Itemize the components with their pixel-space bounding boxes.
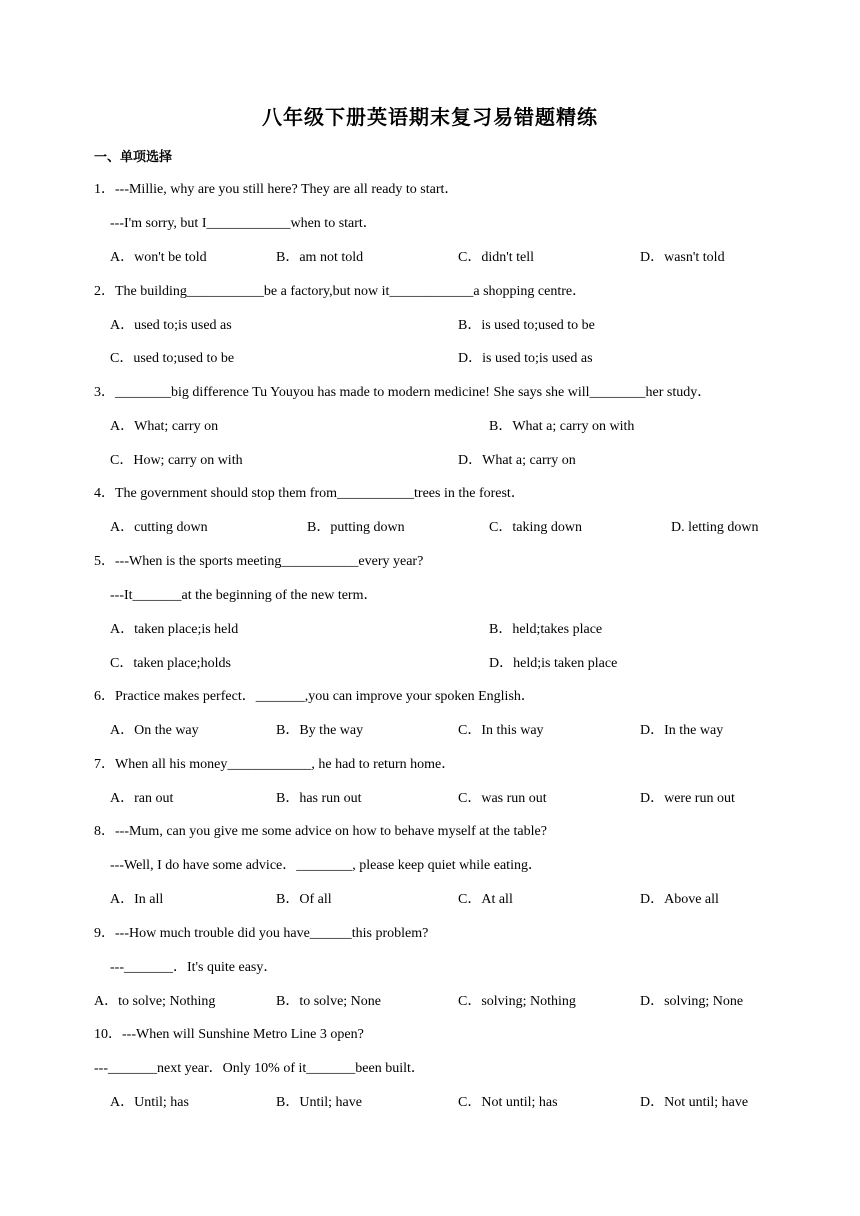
question-8-stem: 8．---Mum, can you give me some advice on how to behave myself at the table? [94, 824, 547, 839]
question-10-option-c: C．Not until; has [458, 1095, 558, 1110]
question-4-option-b: B．putting down [307, 520, 405, 535]
question-9-option-c: C．solving; Nothing [458, 994, 576, 1009]
question-5-stem: 5．---When is the sports meeting___________every year? [94, 554, 424, 569]
question-10-option-b: B．Until; have [276, 1095, 362, 1110]
question-4-stem: 4．The government should stop them from___________trees in the forest． [94, 486, 525, 501]
question-9-line-2: ---_______．It's quite easy． [110, 960, 278, 975]
question-6-option-c: C．In this way [458, 723, 544, 738]
question-10-stem: 10．---When will Sunshine Metro Line 3 open? [94, 1027, 364, 1042]
question-4-option-d: D. letting down [671, 520, 759, 535]
question-7-option-b: B．has run out [276, 791, 362, 806]
question-8-option-d: D．Above all [640, 892, 719, 907]
question-1-option-d: D．wasn't told [640, 250, 725, 265]
question-2-option-d: D．is used to;is used as [458, 351, 593, 366]
question-3-option-c: C．How; carry on with [110, 453, 243, 468]
question-1-option-a: A．won't be told [110, 250, 207, 265]
question-5-option-a: A．taken place;is held [110, 622, 239, 637]
question-8-line-2: ---Well, I do have some advice．________, please keep quiet while eating． [110, 858, 542, 873]
question-3-option-b: B．What a; carry on with [489, 419, 635, 434]
question-3-option-d: D．What a; carry on [458, 453, 576, 468]
question-5-option-d: D．held;is taken place [489, 656, 618, 671]
question-2-stem: 2．The building___________be a factory,but now it____________a shopping centre． [94, 284, 587, 299]
question-7-option-d: D．were run out [640, 791, 735, 806]
question-9-option-d: D．solving; None [640, 994, 744, 1009]
question-10-option-d: D．Not until; have [640, 1095, 749, 1110]
question-6-option-d: D．In the way [640, 723, 724, 738]
question-7-option-a: A．ran out [110, 791, 174, 806]
question-2-option-b: B．is used to;used to be [458, 318, 595, 333]
question-9-stem: 9．---How much trouble did you have______this problem? [94, 926, 429, 941]
question-9-option-a: A．to solve; Nothing [94, 994, 216, 1009]
question-6-option-a: A．On the way [110, 723, 199, 738]
question-5-option-b: B．held;takes place [489, 622, 603, 637]
question-10-option-a: A．Until; has [110, 1095, 189, 1110]
question-1-line-2: ---I'm sorry, but I____________when to start． [110, 216, 377, 231]
question-3-option-a: A．What; carry on [110, 419, 219, 434]
section-heading: 一、单项选择 [94, 150, 173, 165]
question-5-option-c: C．taken place;holds [110, 656, 231, 671]
page-title: 八年级下册英语期末复习易错题精练 [262, 105, 598, 129]
question-10-line-2: ---_______next year．Only 10% of it_______been built． [94, 1061, 425, 1076]
question-5-line-2: ---It_______at the beginning of the new term． [110, 588, 378, 603]
question-1-option-b: B．am not told [276, 250, 364, 265]
question-1-option-c: C．didn't tell [458, 250, 535, 265]
question-8-option-a: A．In all [110, 892, 164, 907]
question-2-option-a: A．used to;is used as [110, 318, 232, 333]
question-6-option-b: B．By the way [276, 723, 364, 738]
question-8-option-b: B．Of all [276, 892, 332, 907]
question-8-option-c: C．At all [458, 892, 513, 907]
question-2-option-c: C．used to;used to be [110, 351, 235, 366]
question-3-stem: 3．________big difference Tu Youyou has made to modern medicine! She says she will________her study． [94, 385, 712, 400]
question-7-option-c: C．was run out [458, 791, 547, 806]
question-7-stem: 7．When all his money____________, he had to return home． [94, 757, 456, 772]
question-1-stem: 1．---Millie, why are you still here? They are all ready to start． [94, 182, 459, 197]
question-9-option-b: B．to solve; None [276, 994, 381, 1009]
question-6-stem: 6．Practice makes perfect．_______,you can improve your spoken English． [94, 689, 535, 704]
question-4-option-c: C．taking down [489, 520, 582, 535]
question-4-option-a: A．cutting down [110, 520, 208, 535]
